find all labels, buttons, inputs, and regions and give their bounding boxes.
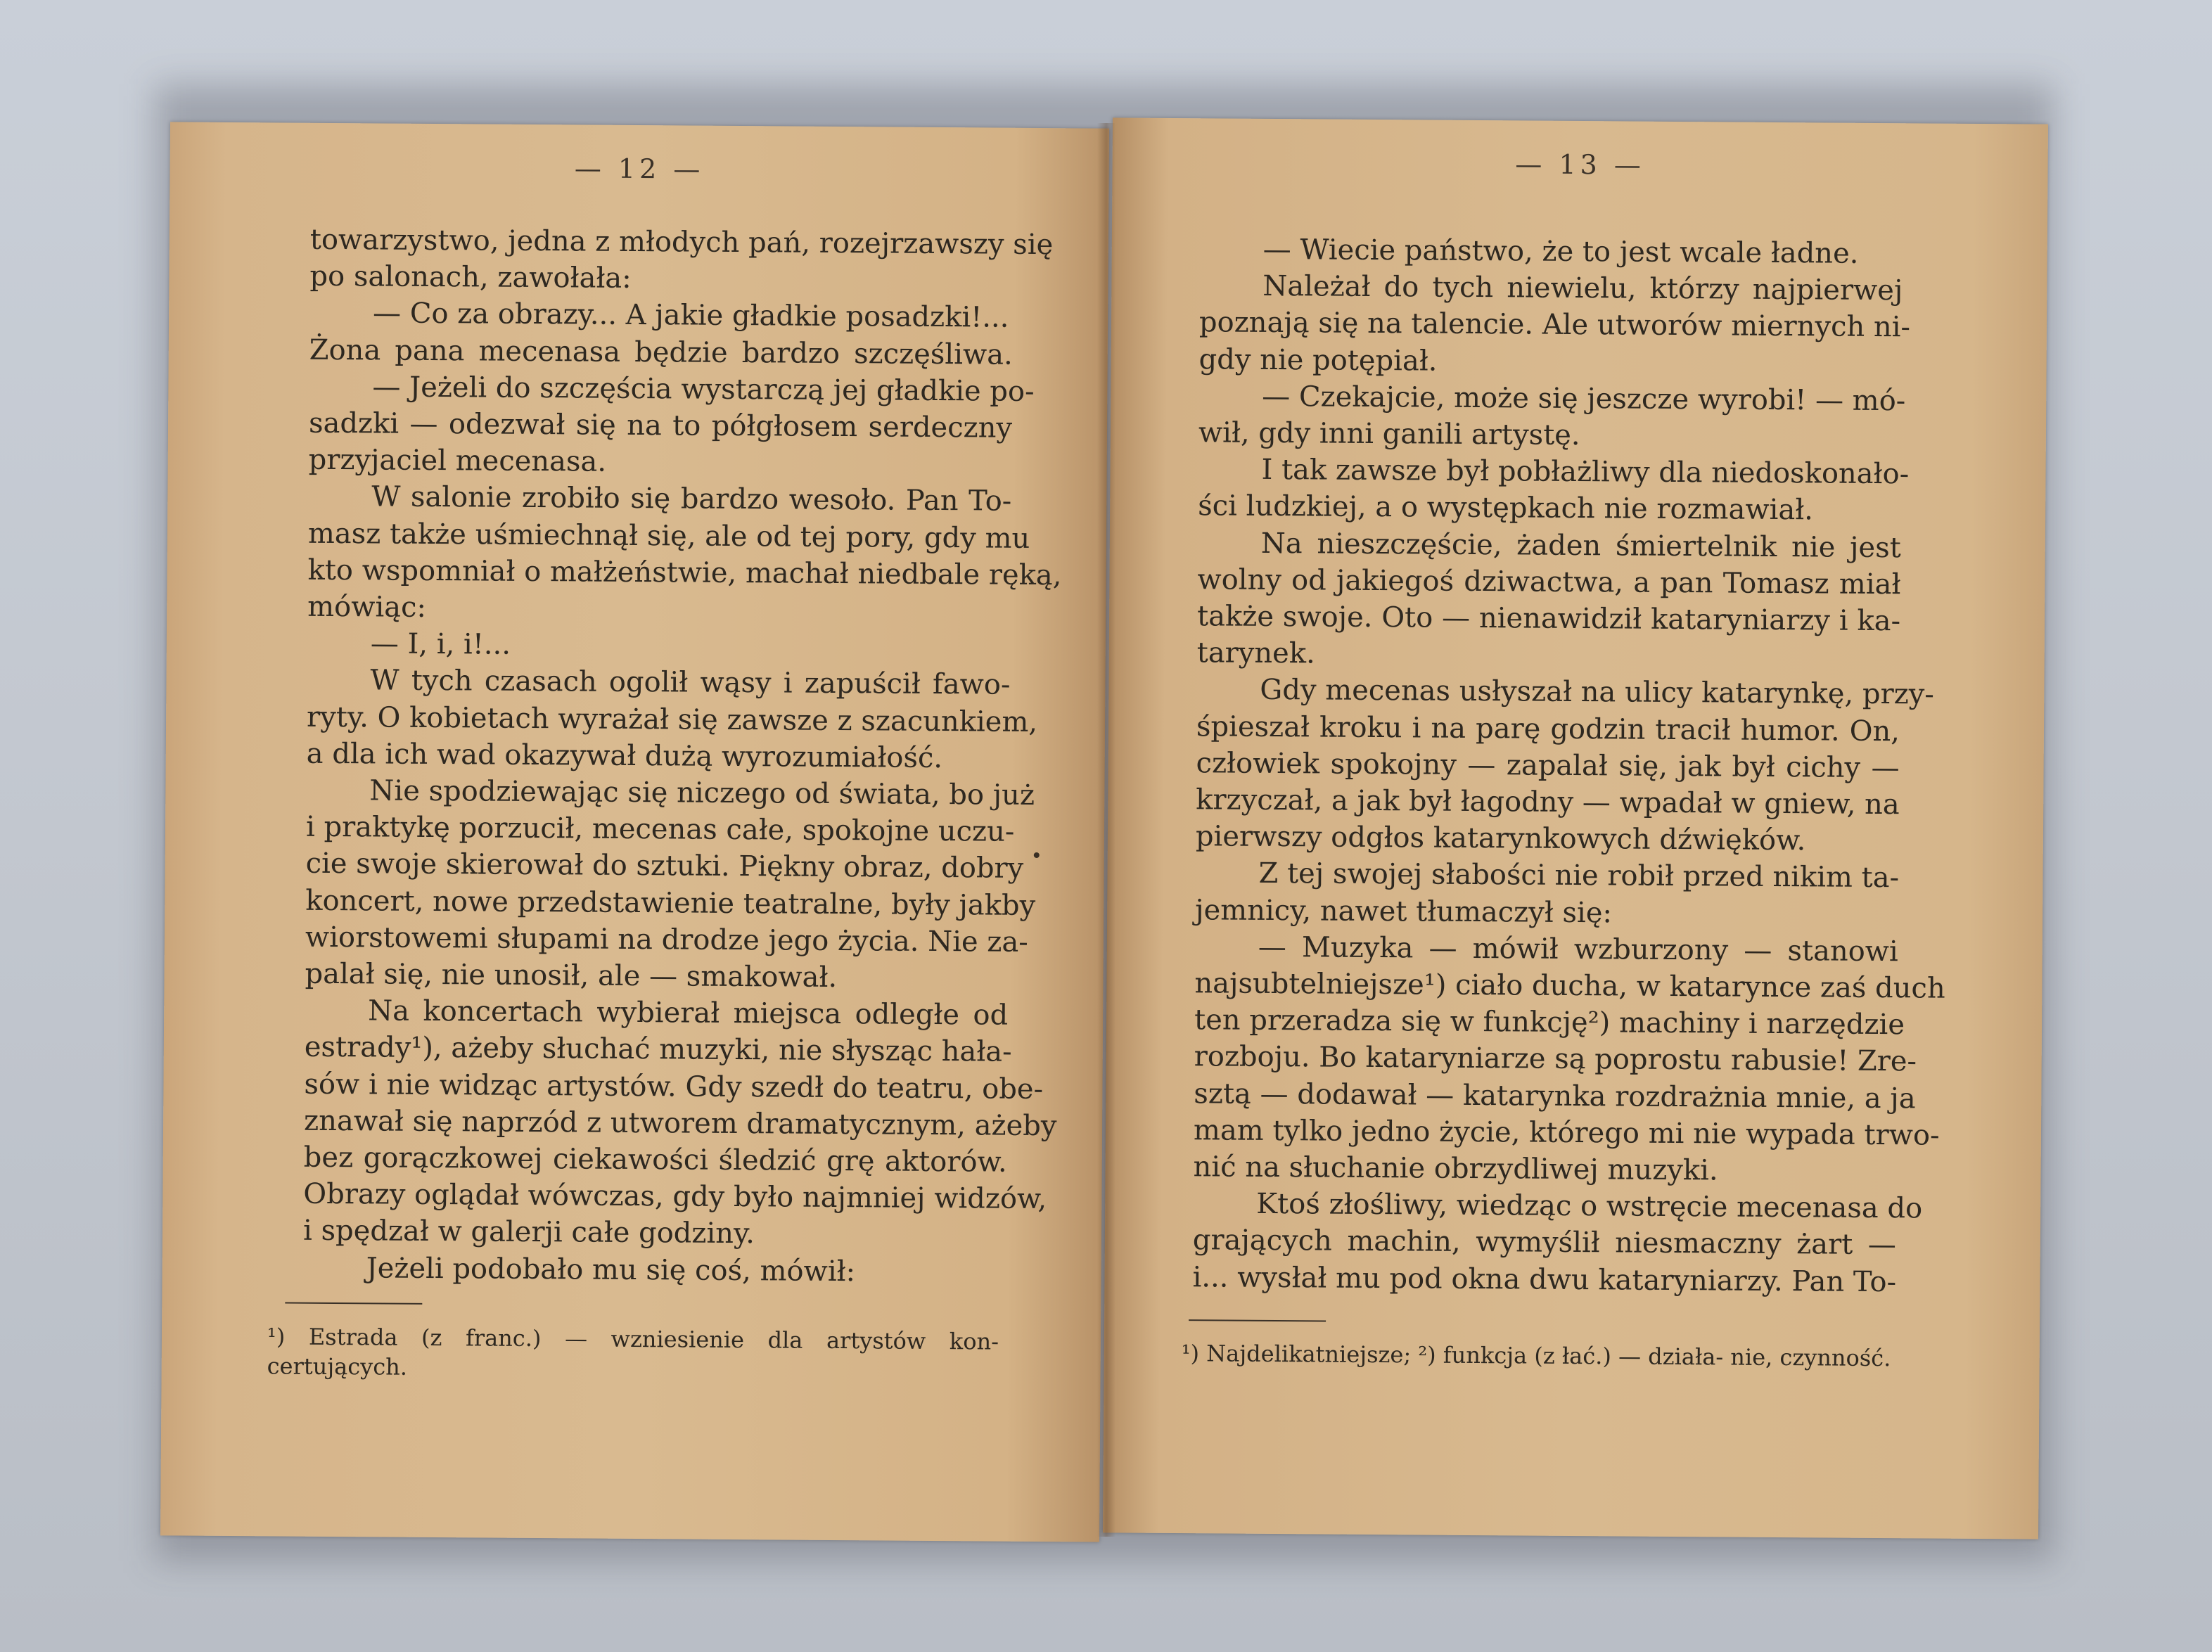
text-line: śpieszał kroku i na parę godzin tracił humor. On,	[1196, 710, 1900, 748]
text-line: Gdy mecenas usłyszał na ulicy katarynkę, przy-	[1260, 674, 1935, 711]
text-line: W tych czasach ogolił wąsy i zapuścił fawo-	[370, 664, 1011, 702]
text-line: ten przeradza się w funkcję²) machiny i narzędzie	[1194, 1004, 1905, 1042]
text-line: a dla ich wad okazywał dużą wyrozumiałość.	[306, 737, 943, 774]
text-line: — Wiecie państwo, że to jest wcale ładne.	[1262, 233, 1859, 270]
footnote-rule	[285, 1302, 422, 1305]
text-line: wiorstowemi słupami na drodze jego życia. Nie za-	[305, 921, 1028, 959]
text-line: tarynek.	[1196, 636, 1315, 670]
text-line: i... wysłał mu pod okna dwu kataryniarzy. Pan To-	[1192, 1260, 1897, 1298]
text-line: sów i nie widząc artystów. Gdy szedł do teatru, obe-	[304, 1068, 1044, 1106]
book-spine	[1097, 123, 1115, 1537]
text-line: Żona pana mecenasa będzie bardzo szczęśliwa.	[309, 333, 1013, 371]
text-line: ryty. O kobietach wyrażał się zawsze z szacunkiem,	[306, 700, 1038, 738]
text-line: najsubtelniejsze¹) ciało ducha, w katarynce zaś duch	[1194, 967, 1945, 1005]
text-line: towarzystwo, jedna z młodych pań, rozejrzawszy się	[309, 223, 1054, 262]
text-line: Ktoś złośliwy, wiedząc o wstręcie mecenasa do	[1256, 1188, 1923, 1225]
text-line: także swoje. Oto — nienawidził kataryniarzy i ka-	[1196, 600, 1901, 638]
text-line: sztą — dodawał — katarynka rozdrażnia mnie, a ja	[1194, 1077, 1916, 1115]
page-body-text	[1192, 231, 1945, 1300]
text-line: Nie spodziewając się niczego od świata, bo już	[369, 774, 1035, 812]
text-line: palał się, nie unosił, ale — smakował.	[305, 957, 838, 994]
text-line: — Czekajcie, może się jeszcze wyrobi! — mó-	[1262, 380, 1906, 418]
text-line: mam tylko jedno życie, którego mi nie wypada trwo-	[1193, 1114, 1940, 1152]
text-line: — Co za obrazy... A jakie gładkie posadzki!...	[372, 297, 1009, 335]
page-body-text	[302, 222, 1062, 1291]
text-line: Należał do tych niewielu, którzy najpierwej	[1262, 270, 1903, 307]
page-number: — 13 —	[1515, 148, 1645, 181]
text-line: nić na słuchanie obrzydliwej muzyki.	[1193, 1151, 1718, 1187]
page-number: — 12 —	[574, 153, 705, 185]
ink-speck	[1034, 852, 1040, 858]
text-line: jemnicy, nawet tłumaczył się:	[1195, 893, 1613, 930]
text-line: po salonach, zawołała:	[309, 260, 632, 295]
text-line: i praktykę porzucił, mecenas całe, spokojne uczu-	[305, 810, 1015, 849]
text-line: I tak zawsze był pobłażliwy dla niedoskonało-	[1261, 454, 1910, 491]
text-line: W salonie zrobiło się bardzo wesoło. Pan To-	[371, 480, 1012, 518]
text-line: bez gorączkowej ciekawości śledzić grę aktorów.	[303, 1141, 1007, 1179]
text-line: wił, gdy inni ganili artystę.	[1198, 416, 1580, 452]
text-line: cie swoje skierował do sztuki. Piękny obraz, dobry	[305, 847, 1024, 885]
text-line: grających machin, wymyślił niesmaczny żart —	[1192, 1224, 1897, 1262]
text-line: Obrazy oglądał wówczas, gdy było najmniej widzów,	[303, 1178, 1047, 1216]
text-line: — Jeżeli do szczęścia wystarczą jej gładkie po-	[372, 371, 1035, 408]
text-line: mówiąc:	[307, 590, 427, 624]
text-line: — Muzyka — mówił wzburzony — stanowi	[1258, 930, 1898, 968]
footnote-rule	[1189, 1319, 1326, 1321]
text-line: masz także uśmiechnął się, ale od tej pory, gdy mu	[307, 517, 1030, 555]
footnote: ¹) Najdelikatniejsze; ²) funkcja (z łać.) — działa- nie, czynność.	[1181, 1340, 1891, 1372]
text-line: gdy nie potępiał.	[1198, 342, 1438, 378]
text-line: estrady¹), ażeby słuchać muzyki, nie słysząc hała-	[304, 1031, 1012, 1069]
right-page	[1103, 117, 2048, 1539]
text-line: Na koncertach wybierał miejsca odległe od	[368, 994, 1009, 1032]
text-line: wolny od jakiegoś dziwactwa, a pan Tomasz miał	[1197, 563, 1901, 601]
footnote: ¹) Estrada (z franc.) — wzniesienie dla artystów kon- certujących.	[267, 1323, 999, 1381]
text-line: pierwszy odgłos katarynkowych dźwięków.	[1195, 820, 1806, 857]
text-line: przyjaciel mecenasa.	[308, 443, 607, 478]
text-line: i spędzał w galerji całe godziny.	[302, 1215, 755, 1250]
left-page	[160, 122, 1109, 1542]
text-line: Jeżeli podobało mu się coś, mówił:	[366, 1252, 856, 1288]
text-line: ści ludzkiej, a o występkach nie rozmawiał.	[1198, 489, 1814, 527]
text-line: sadzki — odezwał się na to półgłosem serdeczny	[308, 406, 1013, 444]
text-line: człowiek spokojny — zapalał się, jak był cichy —	[1196, 747, 1900, 785]
text-line: kto wspomniał o małżeństwie, machał niedbale ręką,	[307, 553, 1062, 592]
text-line: — I, i, i!...	[370, 627, 511, 661]
text-line: krzyczał, a jak był łagodny — wpadał w gniew, na	[1196, 783, 1900, 821]
text-line: rozboju. Bo kataryniarze są poprostu rabusie! Zre-	[1194, 1040, 1917, 1078]
text-line: Z tej swojej słabości nie robił przed nikim ta-	[1258, 857, 1900, 895]
text-line: Na nieszczęście, żaden śmiertelnik nie jest	[1260, 527, 1901, 564]
text-line: znawał się naprzód z utworem dramatycznym, ażeby	[303, 1104, 1057, 1143]
text-line: poznają się na talencie. Ale utworów miernych ni-	[1198, 306, 1911, 344]
text-line: koncert, nowe przedstawienie teatralne, były jakby	[305, 884, 1036, 922]
